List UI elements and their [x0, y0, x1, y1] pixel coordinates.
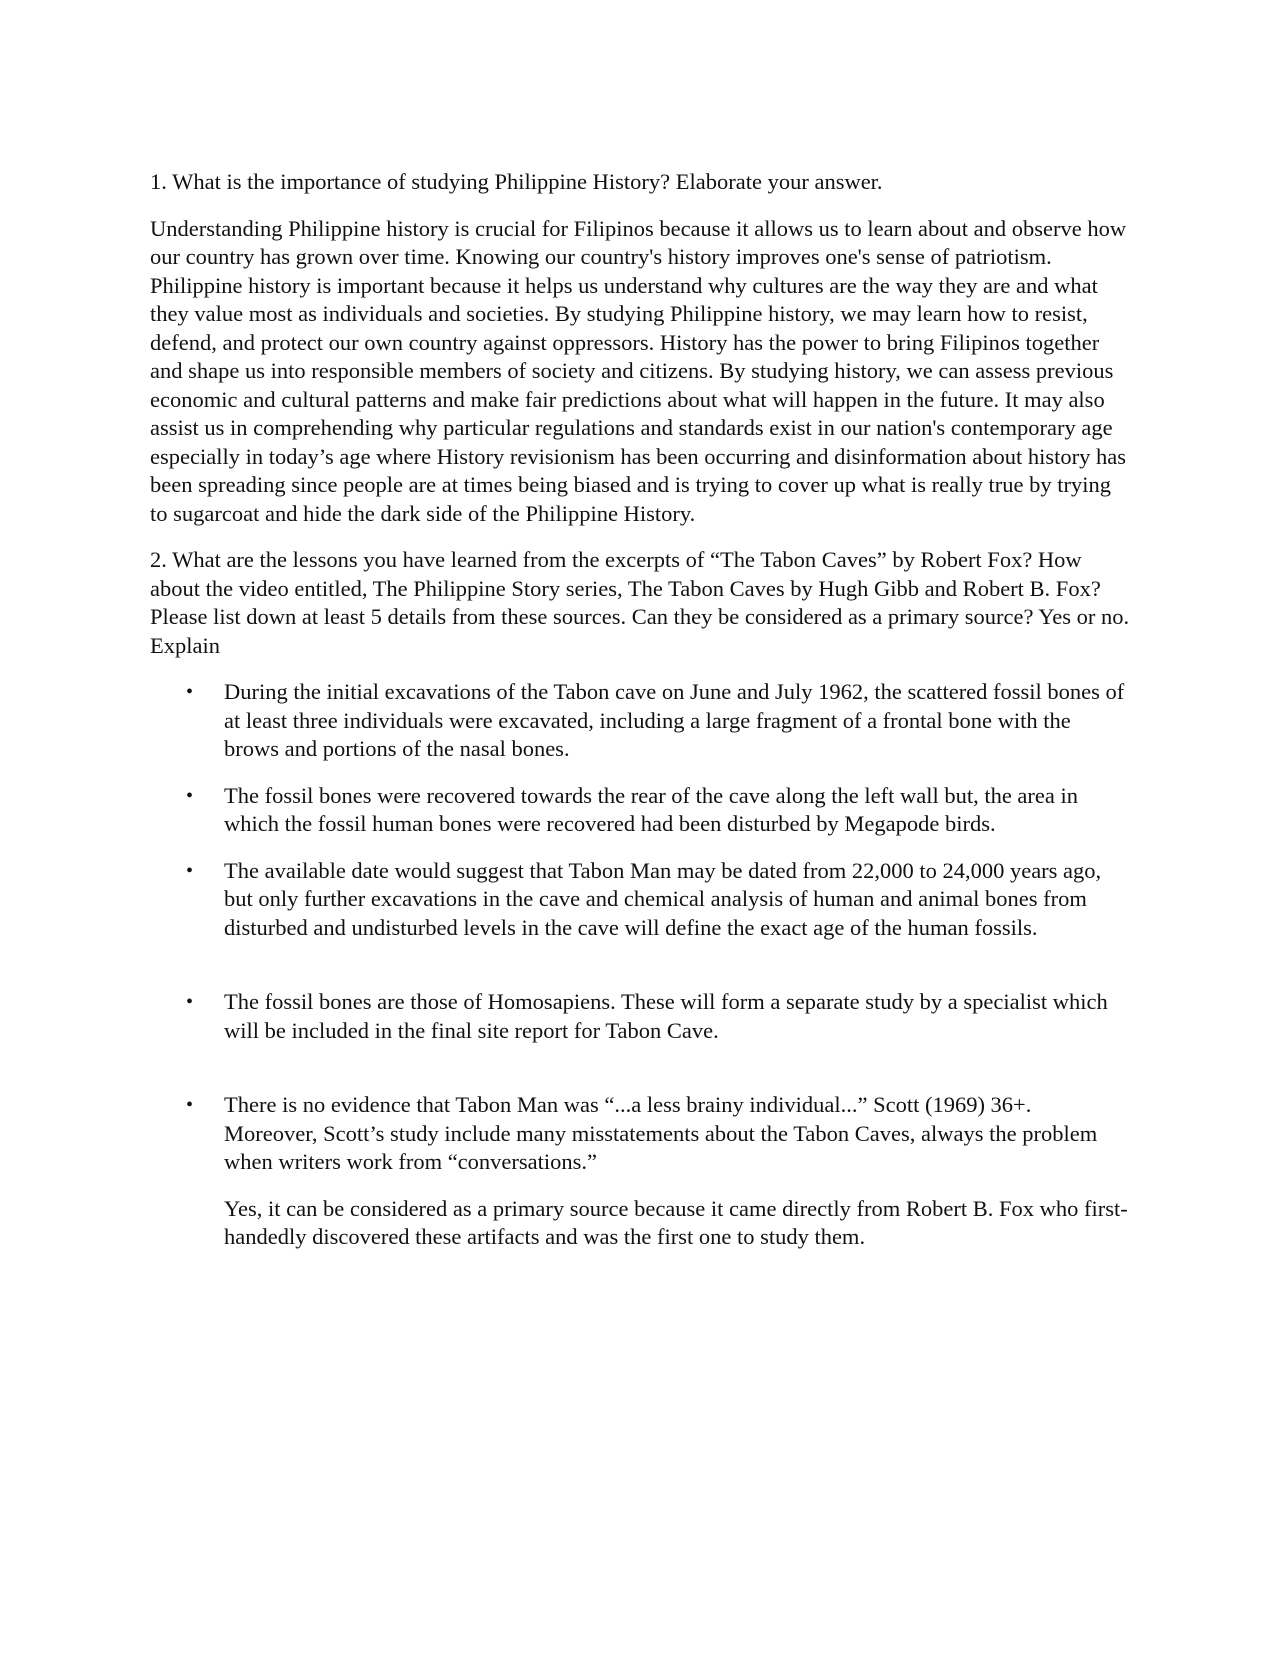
list-item	[150, 857, 1130, 943]
details-list	[150, 678, 1130, 1177]
bullet-icon: •	[186, 681, 194, 703]
question-2: 2. What are the lessons you have learned from the excerpts of “The Tabon Caves” by Robert Fox? How about the video entitled, The Philippine Story series, The Tabon Caves by Hugh Gibb and Robert B. Fox? Please list down at least 5 details from these sources. Can they be considered as a primary source? Yes or no. Explain	[150, 547, 1130, 658]
bullet-icon: •	[186, 1094, 194, 1116]
list-item-text: During the initial excavations of the Tabon cave on June and July 1962, the scattered fossil bones of at least three individuals were excavated, including a large fragment of a frontal bone with the brows and portions of the nasal bones.	[224, 679, 1125, 761]
question-1: 1. What is the importance of studying Philippine History? Elaborate your answer.	[150, 169, 883, 194]
list-item	[150, 988, 1130, 1045]
bullet-icon: •	[186, 784, 194, 807]
list-item-text: The available date would suggest that Tabon Man may be dated from 22,000 to 24,000 years ago, but only further excavations in the cave and chemical analysis of human and animal bones from disturbed and undisturbed levels in the cave will define the exact age of the human fossils.	[224, 857, 1102, 940]
list-item-text: The fossil bones are those of Homosapiens. These will form a separate study by a specialist which will be included in the final site report for Tabon Cave.	[224, 989, 1108, 1043]
list-item-text: The fossil bones were recovered towards the rear of the cave along the left wall but, the area in which the fossil human bones were recovered had been disturbed by Megapode birds.	[224, 782, 1079, 836]
list-item	[150, 782, 1130, 839]
bullet-icon: •	[186, 859, 194, 882]
list-item	[150, 1091, 1130, 1177]
conclusion-paragraph: Yes, it can be considered as a primary source because it came directly from Robert B. Fox who first-handedly discovered these artifacts and was the first one to study them.	[224, 1195, 1128, 1249]
list-item	[150, 678, 1130, 764]
answer-1: Understanding Philippine history is crucial for Filipinos because it allows us to learn about and observe how our country has grown over time. Knowing our country's history improves one's sense of patriotism. Philippine history is important because it helps us understand why cultures are the way they are and what they value most as individuals and societies. By studying Philippine history, we may learn how to resist, defend, and protect our own country against oppressors. History has the power to bring Filipinos together and shape us into responsible members of society and citizens. By studying history, we can assess previous economic and cultural patterns and make fair predictions about what will happen in the future. It may also assist us in comprehending why particular regulations and standards exist in our nation's contemporary age especially in today’s age where History revisionism has been occurring and disinformation about history has been spreading since people are at times being biased and is trying to cover up what is really true by trying to sugarcoat and hide the dark side of the Philippine History.	[150, 215, 1127, 526]
bullet-icon: •	[186, 991, 194, 1013]
document-page	[150, 168, 1130, 1252]
list-item-text: There is no evidence that Tabon Man was “...a less brainy individual...” Scott (1969) 36+. Moreover, Scott’s study include many misstatements about the Tabon Caves, always the problem when writers work from “conversations.”	[224, 1092, 1098, 1174]
